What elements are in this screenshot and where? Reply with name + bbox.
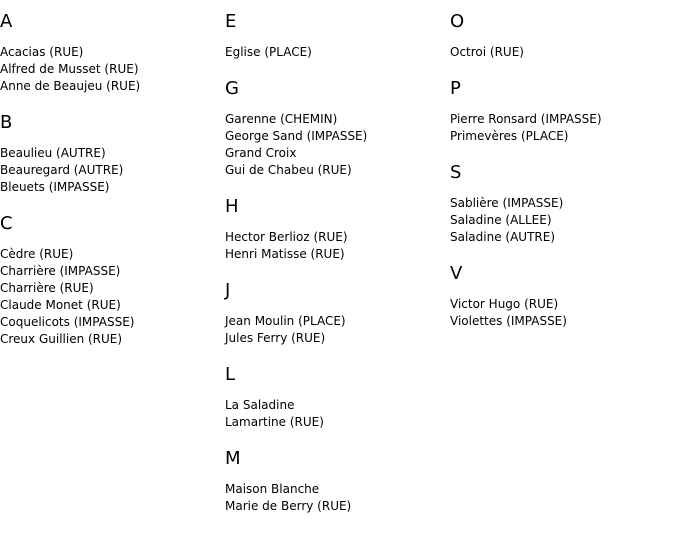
letter-heading: S: [450, 162, 462, 183]
street-item[interactable]: [450, 44, 675, 61]
street-item[interactable]: [450, 229, 675, 246]
street-link[interactable]: Saladine (ALLEE): [450, 213, 552, 227]
letter-group-h: [225, 195, 450, 263]
street-item[interactable]: [0, 44, 225, 61]
street-item[interactable]: [0, 145, 225, 162]
letter-group-s: [450, 161, 675, 246]
street-link[interactable]: Cèdre (RUE): [0, 247, 74, 261]
letter-group-c: [0, 212, 225, 348]
letter-heading: E: [225, 11, 237, 32]
street-link[interactable]: Gui de Chabeu (RUE): [225, 163, 352, 177]
letter-heading: J: [225, 280, 231, 301]
street-item[interactable]: [0, 162, 225, 179]
letter-heading: M: [225, 448, 241, 469]
index-column-1: [0, 10, 225, 364]
street-item[interactable]: [225, 246, 450, 263]
letter-heading: G: [225, 78, 239, 99]
street-link[interactable]: Octroi (RUE): [450, 45, 524, 59]
street-item[interactable]: [225, 498, 450, 515]
letter-group-e: [225, 10, 450, 61]
street-link[interactable]: Coquelicots (IMPASSE): [0, 315, 135, 329]
street-link[interactable]: Claude Monet (RUE): [0, 298, 121, 312]
street-link[interactable]: Acacias (RUE): [0, 45, 84, 59]
letter-group-p: [450, 77, 675, 145]
letter-heading: B: [0, 112, 13, 133]
letter-heading: O: [450, 11, 465, 32]
street-item[interactable]: [225, 414, 450, 431]
street-list: [450, 111, 675, 145]
street-item[interactable]: [0, 297, 225, 314]
index-column-2: [225, 10, 450, 531]
letter-group-l: [225, 363, 450, 431]
street-link[interactable]: Charrière (IMPASSE): [0, 264, 121, 278]
street-link[interactable]: Victor Hugo (RUE): [450, 297, 559, 311]
street-link[interactable]: Saladine (AUTRE): [450, 230, 556, 244]
letter-group-m: [225, 447, 450, 515]
letter-heading: H: [225, 196, 239, 217]
street-item[interactable]: [225, 111, 450, 128]
street-list: [450, 195, 675, 246]
street-link[interactable]: Grand Croix: [225, 146, 297, 160]
street-link[interactable]: Sablière (IMPASSE): [450, 196, 564, 210]
street-item[interactable]: [0, 179, 225, 196]
street-link[interactable]: Creux Guillien (RUE): [0, 332, 123, 346]
street-list: [0, 246, 225, 348]
street-link[interactable]: Garenne (CHEMIN): [225, 112, 338, 126]
street-item[interactable]: [225, 145, 450, 162]
street-list: [225, 111, 450, 179]
street-item[interactable]: [0, 61, 225, 78]
street-link[interactable]: Maison Blanche: [225, 482, 320, 496]
letter-group-j: [225, 279, 450, 347]
street-list: [0, 145, 225, 196]
street-list: [0, 44, 225, 95]
street-link[interactable]: Eglise (PLACE): [225, 45, 312, 59]
letter-heading: A: [0, 11, 13, 32]
street-item[interactable]: [0, 78, 225, 95]
street-link[interactable]: Beauregard (AUTRE): [0, 163, 124, 177]
street-list: [225, 397, 450, 431]
street-item[interactable]: [0, 246, 225, 263]
street-link[interactable]: Beaulieu (AUTRE): [0, 146, 106, 160]
street-item[interactable]: [450, 296, 675, 313]
street-item[interactable]: [225, 397, 450, 414]
street-list: [450, 44, 675, 61]
street-link[interactable]: Violettes (IMPASSE): [450, 314, 567, 328]
street-link[interactable]: Charrière (RUE): [0, 281, 94, 295]
street-list: [450, 296, 675, 330]
street-list: [225, 229, 450, 263]
street-item[interactable]: [225, 44, 450, 61]
letter-group-b: [0, 111, 225, 196]
street-link[interactable]: Henri Matisse (RUE): [225, 247, 345, 261]
letter-group-v: [450, 262, 675, 330]
letter-heading: V: [450, 263, 463, 284]
street-item[interactable]: [450, 212, 675, 229]
street-item[interactable]: [225, 162, 450, 179]
street-item[interactable]: [0, 280, 225, 297]
street-link[interactable]: Alfred de Musset (RUE): [0, 62, 139, 76]
street-link[interactable]: Hector Berlioz (RUE): [225, 230, 348, 244]
letter-group-a: [0, 10, 225, 95]
street-link[interactable]: George Sand (IMPASSE): [225, 129, 368, 143]
street-list: [225, 481, 450, 515]
street-link[interactable]: Jules Ferry (RUE): [225, 331, 326, 345]
street-item[interactable]: [450, 195, 675, 212]
street-link[interactable]: La Saladine: [225, 398, 295, 412]
street-link[interactable]: Bleuets (IMPASSE): [0, 180, 110, 194]
street-link[interactable]: Anne de Beaujeu (RUE): [0, 79, 141, 93]
street-list: [225, 313, 450, 347]
index-column-3: [450, 10, 675, 346]
street-item[interactable]: [0, 314, 225, 331]
letter-heading: C: [0, 213, 13, 234]
street-item[interactable]: [225, 128, 450, 145]
street-item[interactable]: [450, 128, 675, 145]
street-link[interactable]: Lamartine (RUE): [225, 415, 324, 429]
street-item[interactable]: [225, 229, 450, 246]
street-item[interactable]: [225, 330, 450, 347]
street-item[interactable]: [0, 263, 225, 280]
street-link[interactable]: Marie de Berry (RUE): [225, 499, 352, 513]
street-link[interactable]: Primevères (PLACE): [450, 129, 569, 143]
street-item[interactable]: [225, 481, 450, 498]
street-item[interactable]: [450, 111, 675, 128]
letter-heading: L: [225, 364, 236, 385]
street-item[interactable]: [450, 313, 675, 330]
letter-heading: P: [450, 78, 461, 99]
street-item[interactable]: [225, 313, 450, 330]
street-link[interactable]: Pierre Ronsard (IMPASSE): [450, 112, 602, 126]
street-list: [225, 44, 450, 61]
street-link[interactable]: Jean Moulin (PLACE): [225, 314, 346, 328]
street-item[interactable]: [0, 331, 225, 348]
letter-group-o: [450, 10, 675, 61]
letter-group-g: [225, 77, 450, 179]
